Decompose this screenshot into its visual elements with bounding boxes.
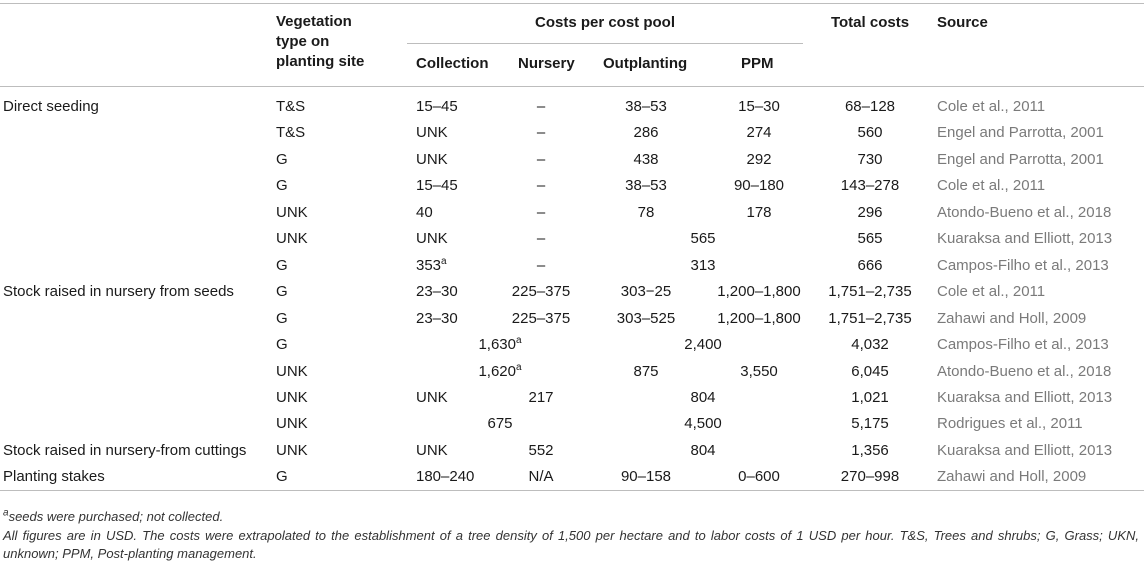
cell-collection [416,122,448,144]
cell-outplanting [633,122,658,144]
cell-text: 1,356 [851,441,889,459]
cell-source [937,281,1045,303]
cell-source [937,334,1109,356]
cell-text: T&S [276,124,306,142]
cell-nursery [537,122,545,144]
cell-collection [416,281,458,303]
cell-nursery [537,228,545,250]
cell-text: UNK [276,230,308,248]
cell-text: Campos-Filho et al., 2013 [937,256,1109,274]
cell-text: 225–375 [511,283,571,301]
cell-text: 286 [633,124,659,142]
cell-text: UNK [416,388,448,406]
cell-total [841,466,899,488]
cell-nursery [528,387,553,409]
table-top-rule [0,3,1144,4]
cell-text: 296 [857,203,883,221]
cell-text: 560 [857,124,883,142]
cell-outplanting [625,175,667,197]
cell-nursery [537,255,545,277]
cell-text: 15–45 [416,177,458,195]
cell-collection [416,387,448,409]
cell-collection [416,149,448,171]
cell-text: 1,751–2,735 [828,309,912,327]
cell-total [841,175,899,197]
cell-text: 178 [746,203,772,221]
cell-source [937,175,1045,197]
cell-text: 68–128 [844,98,896,115]
cell-collection [416,202,433,224]
cell-total [828,281,911,303]
cell-source [937,255,1109,277]
cell-text: Atondo-Bueno et al., 2018 [937,362,1112,380]
cell-text: 1,620 [478,362,516,380]
cell-text: Direct seeding [3,98,99,115]
header-source: Source [937,14,988,31]
cell-veg [276,308,288,330]
table-note: All figures are in USD. The costs were extrapolated to the establishment of a tree density of 1,500 per hectare and to labor costs of 1 USD per hour. T&S, Trees and shrubs; G, Grass; UKN, unknown; PPM, Post-planting management. [3,528,1139,561]
cell-nursery [537,175,545,197]
cell-text: 6,045 [851,362,889,380]
cell-collection [416,96,458,118]
footnote-marker: a [3,507,9,519]
cell-text: 15–30 [738,98,780,115]
cell-source [937,308,1086,330]
cell-text: 0–600 [738,468,780,486]
cell-total [857,149,882,171]
cell-text: Stock raised in nursery from seeds [3,283,234,301]
cell-ppm [746,202,771,224]
cell-text: G [276,256,288,274]
cell-text: 804 [690,441,716,459]
header-rule [0,86,1144,87]
cell-outplanting [617,308,675,330]
cell-text: 23–30 [416,283,458,301]
cell-collection [416,175,458,197]
cell-text: Engel and Parrotta, 2001 [937,150,1104,168]
cell-text: 804 [690,388,716,406]
cell-nursery [512,308,570,330]
header-nursery: Nursery [518,55,575,72]
cell-total [857,122,882,144]
cell-text: 1,021 [851,388,889,406]
cell-collection [416,466,474,488]
cell-text: 1,200–1,800 [717,309,801,327]
cell-text: T&S [276,98,306,115]
cell-text: 1,751–2,735 [828,283,912,301]
cell-veg [276,228,308,250]
cell-cn-merged [478,334,521,356]
cell-text: – [536,203,546,221]
cell-merged [690,228,715,250]
cell-method [3,281,234,303]
cell-text: 225–375 [511,309,571,327]
cell-text: 675 [487,415,513,433]
cell-text: 303–525 [616,309,676,327]
cell-veg [276,440,308,462]
cell-source [937,413,1083,435]
header-total-costs: Total costs [830,14,910,31]
cell-merged [690,440,715,462]
cell-cn-merged [487,413,512,435]
cell-text: Zahawi and Holl, 2009 [937,309,1087,327]
cell-text: – [536,256,546,274]
cell-total [857,202,882,224]
cell-merged [684,413,722,435]
cell-text: 143–278 [840,177,900,195]
header-collection: Collection [416,55,489,72]
cell-text: UNK [276,441,308,459]
cell-total [851,413,889,435]
cell-nursery [537,96,545,118]
cell-text: G [276,150,288,168]
cell-text: G [276,468,288,486]
cell-total [851,361,889,383]
cell-text: Cole et al., 2011 [937,98,1046,115]
cell-text: Stock raised in nursery-from cuttings [3,441,247,459]
cell-text: Engel and Parrotta, 2001 [937,124,1104,142]
cell-nursery [537,202,545,224]
cell-source [937,440,1112,462]
cell-text: UNK [416,230,448,248]
cell-text: 666 [857,256,883,274]
cell-source [937,202,1111,224]
cell-text: 40 [416,203,433,221]
cell-text: 38–53 [625,177,667,195]
cell-veg [276,149,288,171]
cell-collection [416,308,458,330]
cell-source [937,466,1086,488]
cell-ppm [746,149,771,171]
header-cost-pool: Costs per cost pool [534,14,676,31]
cell-text: UNK [416,441,448,459]
cell-ppm [746,122,771,144]
cell-source [937,149,1104,171]
cell-text: UNK [276,203,308,221]
cell-outplanting [633,361,658,383]
cell-total [857,255,882,277]
cell-collection [416,228,448,250]
cell-text: 353 [416,256,442,274]
cell-total [828,308,911,330]
cell-source [937,361,1111,383]
cell-source [937,122,1104,144]
cell-text: 2,400 [684,336,722,354]
cell-text: – [536,150,546,168]
cell-text: Kuaraksa and Elliott, 2013 [937,230,1113,248]
cell-text: 5,175 [851,415,889,433]
header-vegetation-type: Vegetation type on planting site [276,13,365,70]
cell-veg [276,387,308,409]
cell-text: 3,550 [740,362,778,380]
cell-text: 270–998 [840,468,900,486]
cell-text: UNK [276,415,308,433]
header-outplanting: Outplanting [603,55,688,72]
cell-text: G [276,336,288,354]
cell-ppm [717,308,800,330]
cell-text: – [536,98,546,115]
cell-text: UNK [276,362,308,380]
cell-veg [276,413,308,435]
cell-text: UNK [416,124,448,142]
cell-text: 875 [633,362,659,380]
cell-merged [690,387,715,409]
cell-text: Planting stakes [3,468,105,486]
header-ppm: PPM [741,55,774,72]
cell-text: 180–240 [416,468,475,486]
cell-text: 78 [637,203,655,221]
cell-merged [690,255,715,277]
cell-source [937,228,1112,250]
cell-merged [684,334,722,356]
cell-text: UNK [416,150,448,168]
cell-text: 4,032 [851,336,889,354]
cell-text: N/A [528,468,554,486]
cell-veg [276,175,288,197]
footnote-marker: a [515,361,522,373]
cell-text: 1,200–1,800 [717,283,801,301]
cell-method [3,96,99,118]
footnote-marker: a [441,255,447,267]
cell-text: 38–53 [625,98,667,115]
cell-veg [276,334,288,356]
cell-text: 303−25 [620,283,672,301]
cell-text: 565 [857,230,883,248]
cell-text: G [276,283,288,301]
cell-total [857,228,882,250]
cell-text: 313 [690,256,716,274]
cell-veg [276,96,305,118]
table-bottom-rule [0,490,1144,491]
cell-text: 438 [633,150,659,168]
cell-veg [276,202,308,224]
cell-text: 23–30 [416,309,458,327]
cell-outplanting [621,466,671,488]
cell-text: Kuaraksa and Elliott, 2013 [937,441,1113,459]
cell-text: 1,630 [478,336,516,354]
cell-text: – [536,230,546,248]
cell-outplanting [638,202,655,224]
cell-ppm [734,175,784,197]
cell-total [851,387,889,409]
cell-text: Rodrigues et al., 2011 [937,415,1083,433]
cell-text: – [536,124,546,142]
cell-veg [276,361,308,383]
cell-text: – [536,177,546,195]
cell-total [851,440,889,462]
cell-veg [276,466,288,488]
cell-text: 90–158 [620,468,672,486]
cell-nursery [512,281,570,303]
cell-method [3,440,246,462]
cell-text: 565 [690,230,716,248]
cell-collection [416,440,448,462]
cell-total [845,96,895,118]
cell-nursery [528,466,553,488]
cell-veg [276,122,305,144]
cell-ppm [740,361,778,383]
cell-ppm [738,466,780,488]
footnote-a: $^a$seeds were purchased; not collected. [3,507,224,524]
cell-text: 4,500 [684,415,722,433]
cell-text: UNK [276,388,308,406]
cell-veg [276,281,288,303]
cell-nursery [528,440,553,462]
cell-text: 217 [528,388,554,406]
cell-cn-merged [478,361,521,383]
cell-text: 292 [746,150,772,168]
cell-text: 15–45 [416,98,458,115]
cell-source [937,96,1045,118]
cell-outplanting [625,96,667,118]
cell-text: 90–180 [733,177,785,195]
cell-outplanting [621,281,671,303]
cell-nursery [537,149,545,171]
cell-text: Cole et al., 2011 [937,283,1046,301]
cell-text: 552 [528,441,554,459]
cell-text: Atondo-Bueno et al., 2018 [937,203,1112,221]
cell-total [851,334,889,356]
cell-collection [416,255,447,277]
cell-text: 274 [746,124,772,142]
cell-ppm [738,96,780,118]
cell-veg [276,255,288,277]
cell-method [3,466,105,488]
cell-text: Zahawi and Holl, 2009 [937,468,1087,486]
cost-pool-rule [407,43,803,44]
footnote-marker: a [515,335,522,347]
cell-text: Cole et al., 2011 [937,177,1046,195]
cell-outplanting [633,149,658,171]
cell-text: 730 [857,150,883,168]
cell-text: G [276,177,288,195]
cell-text: Campos-Filho et al., 2013 [937,336,1109,354]
cell-text: Kuaraksa and Elliott, 2013 [937,388,1113,406]
cell-text: G [276,309,288,327]
cell-source [937,387,1112,409]
cell-ppm [717,281,800,303]
